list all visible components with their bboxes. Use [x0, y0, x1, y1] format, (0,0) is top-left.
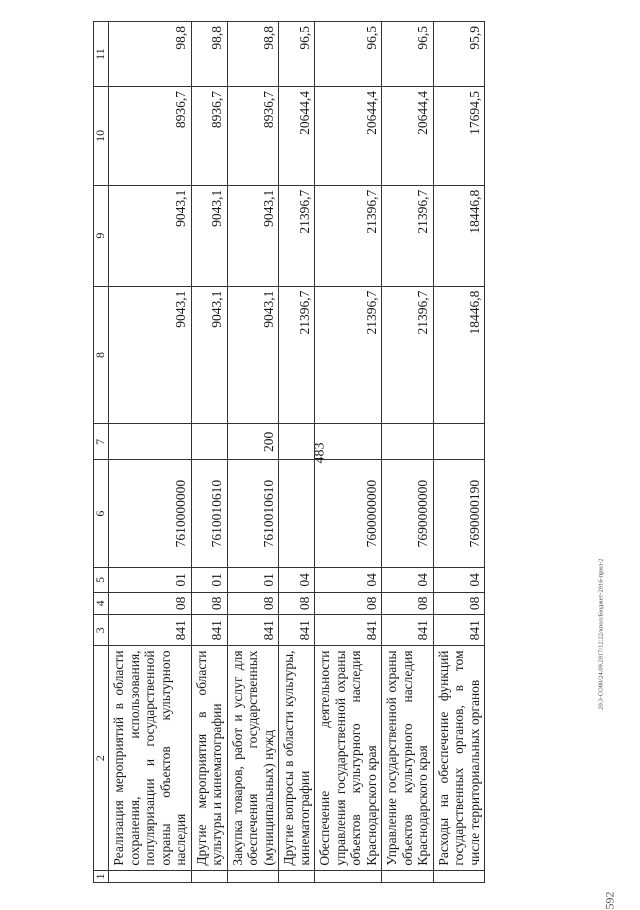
- header-cell: 4: [94, 592, 109, 614]
- row-col9: 9043,1: [191, 185, 227, 286]
- row-number: [433, 870, 485, 882]
- row-col10: 17694,5: [433, 87, 485, 186]
- table-row: [315, 22, 382, 883]
- header-cell: 1: [94, 870, 109, 882]
- header-cell: 7: [94, 424, 109, 460]
- row-rz: 08: [227, 592, 279, 614]
- table-row: [227, 22, 279, 883]
- row-col9: 9043,1: [227, 185, 279, 286]
- row-col9: 18446,8: [433, 185, 485, 286]
- header-cell: 10: [94, 87, 109, 186]
- row-col11: 95,9: [433, 22, 485, 87]
- row-col10: 20644,4: [315, 87, 382, 186]
- row-number: [109, 870, 192, 882]
- row-csr: 7600000000: [315, 460, 382, 568]
- row-col9: 9043,1: [109, 185, 192, 286]
- row-ved: 841: [382, 615, 434, 646]
- row-rz: 08: [109, 592, 192, 614]
- row-vr: [109, 424, 192, 460]
- table-row: [433, 22, 485, 883]
- row-rz: 08: [279, 592, 315, 614]
- row-number: [315, 870, 382, 882]
- row-col10: 20644,4: [279, 87, 315, 186]
- footer-note-text: 20.3-СО80/24.09.2017/12:22/кпол/Бюджет-2016-прил-2: [597, 558, 605, 710]
- row-number: [191, 870, 227, 882]
- row-csr: 7690000190: [433, 460, 485, 568]
- table-body: [109, 22, 485, 883]
- row-number: [382, 870, 434, 882]
- row-name: Другие вопросы в области культуры, кинематографии: [279, 646, 315, 870]
- header-cell: 2: [94, 646, 109, 870]
- budget-table: [93, 21, 485, 883]
- row-name: Расходы на обеспечение функций государственных органов, в том числе территориальных органов: [433, 646, 485, 870]
- row-rz: 08: [315, 592, 382, 614]
- row-csr: 7610010610: [227, 460, 279, 568]
- page-number-text: 483: [312, 442, 327, 464]
- row-pr: 01: [191, 567, 227, 592]
- row-ved: 841: [191, 615, 227, 646]
- row-col8: 9043,1: [227, 286, 279, 424]
- row-csr: [279, 460, 315, 568]
- row-col10: 20644,4: [382, 87, 434, 186]
- row-csr: 7610010610: [191, 460, 227, 568]
- row-col10: 8936,7: [191, 87, 227, 186]
- row-name: Другие мероприятия в области культуры и кинематографии: [191, 646, 227, 870]
- row-col11: 96,5: [315, 22, 382, 87]
- footer-note: [596, 560, 606, 890]
- row-col10: 8936,7: [227, 87, 279, 186]
- row-ved: 841: [315, 615, 382, 646]
- row-number: [279, 870, 315, 882]
- row-col10: 8936,7: [109, 87, 192, 186]
- row-rz: 08: [382, 592, 434, 614]
- row-name: Закупка товаров, работ и услуг для обеспечения государственных (муниципальных) нужд: [227, 646, 279, 870]
- table-row: [191, 22, 227, 883]
- row-col11: 98,8: [109, 22, 192, 87]
- row-col8: 18446,8: [433, 286, 485, 424]
- row-pr: 04: [382, 567, 434, 592]
- header-cell: 5: [94, 567, 109, 592]
- row-rz: 08: [433, 592, 485, 614]
- row-col8: 21396,7: [279, 286, 315, 424]
- row-rz: 08: [191, 592, 227, 614]
- row-ved: 841: [109, 615, 192, 646]
- row-col11: 96,5: [382, 22, 434, 87]
- row-pr: 01: [109, 567, 192, 592]
- row-name: Реализация мероприятий в области сохранения, использования, популяризации и государственной охраны объектов культурного наследия: [109, 646, 192, 870]
- header-cell: 6: [94, 460, 109, 568]
- corner-number-text: 592: [602, 891, 617, 910]
- row-number: [227, 870, 279, 882]
- row-csr: 7690000000: [382, 460, 434, 568]
- row-pr: 04: [433, 567, 485, 592]
- row-csr: 7610000000: [109, 460, 192, 568]
- header-cell: 11: [94, 22, 109, 87]
- table-row: [109, 22, 192, 883]
- row-col8: 9043,1: [191, 286, 227, 424]
- row-pr: 04: [279, 567, 315, 592]
- row-vr: [315, 424, 382, 460]
- header-cell: 9: [94, 185, 109, 286]
- corner-number: [590, 882, 630, 910]
- row-vr: 200: [227, 424, 279, 460]
- row-col11: 96,5: [279, 22, 315, 87]
- row-col9: 21396,7: [279, 185, 315, 286]
- row-col8: 21396,7: [315, 286, 382, 424]
- row-col11: 98,8: [191, 22, 227, 87]
- row-col8: 21396,7: [382, 286, 434, 424]
- row-col9: 21396,7: [382, 185, 434, 286]
- header-cell: 8: [94, 286, 109, 424]
- row-col11: 98,8: [227, 22, 279, 87]
- row-ved: 841: [227, 615, 279, 646]
- row-pr: 01: [227, 567, 279, 592]
- row-pr: 04: [315, 567, 382, 592]
- row-ved: 841: [279, 615, 315, 646]
- row-name: Управление государственной охраны объектов культурного наследия Краснодарского края: [382, 646, 434, 870]
- row-col8: 9043,1: [109, 286, 192, 424]
- row-vr: [433, 424, 485, 460]
- table-row: [382, 22, 434, 883]
- table-header: [94, 22, 109, 883]
- row-col9: 21396,7: [315, 185, 382, 286]
- header-cell: 3: [94, 615, 109, 646]
- row-vr: [279, 424, 315, 460]
- row-name: Обеспечение деятельности управления государственной охраны объектов культурного наследия Краснодарского края: [315, 646, 382, 870]
- row-vr: [191, 424, 227, 460]
- budget-table-container: [93, 21, 585, 883]
- row-ved: 841: [433, 615, 485, 646]
- table-row: [279, 22, 315, 883]
- row-vr: [382, 424, 434, 460]
